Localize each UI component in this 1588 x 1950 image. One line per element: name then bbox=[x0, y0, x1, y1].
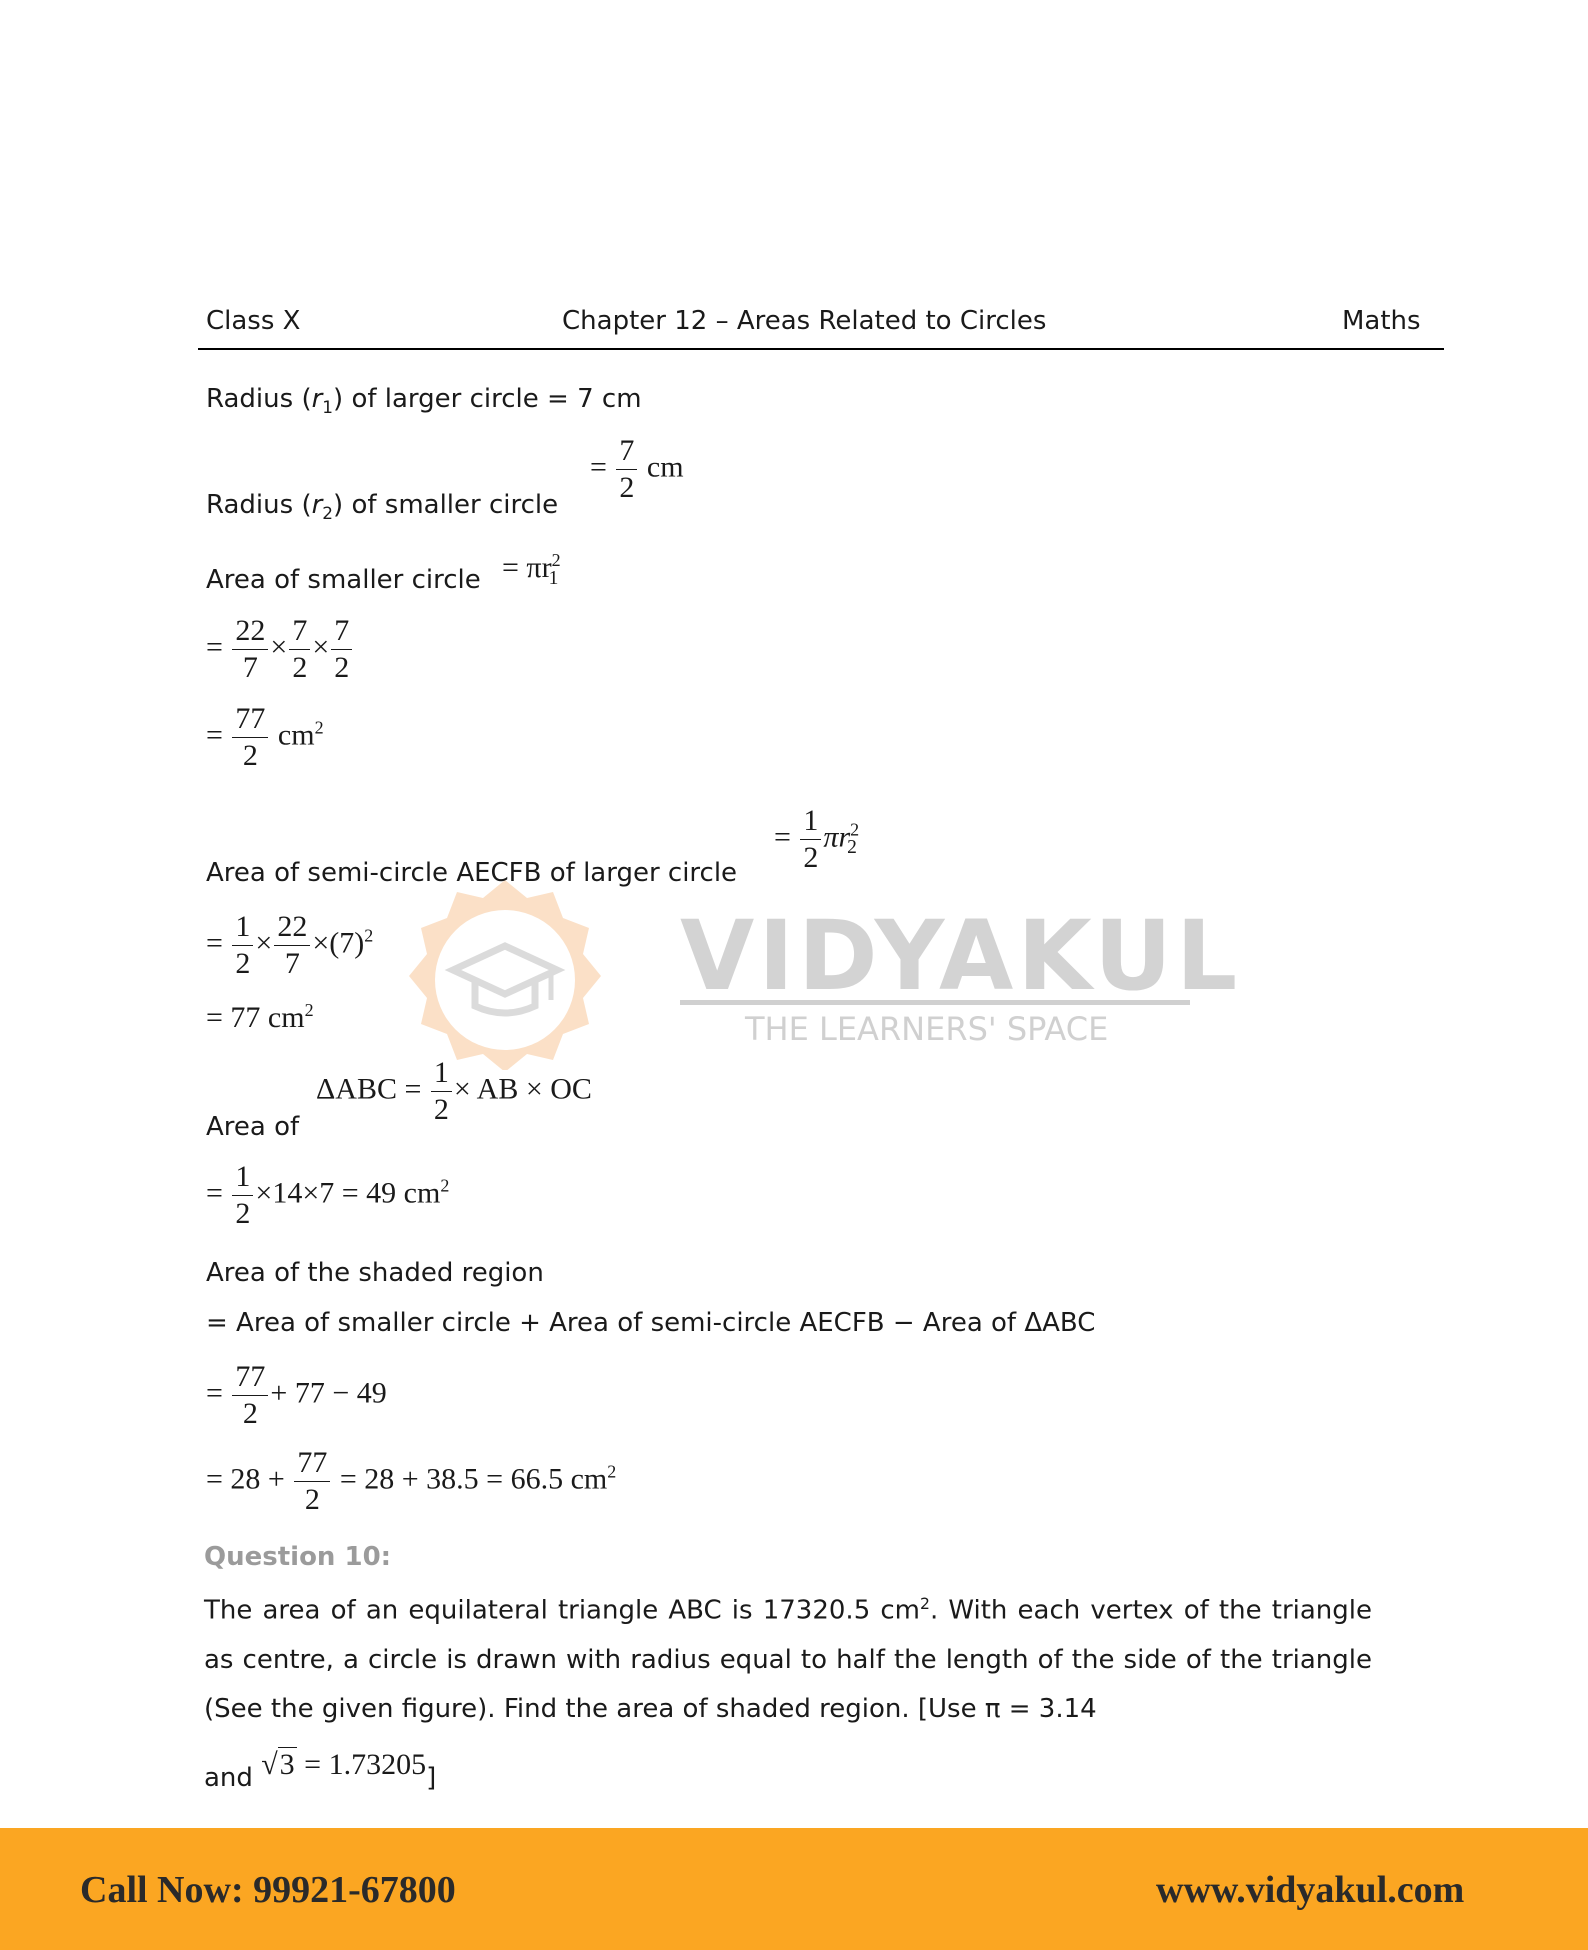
tri-label: Area of bbox=[206, 1112, 300, 1142]
tri-calc: = $\frac{1}{2}$ ×14×7 = 49 $cm^2$ bbox=[206, 1160, 450, 1230]
header-subject: Maths bbox=[1342, 306, 1421, 336]
tri-formula-left: ΔABC = bbox=[316, 1072, 422, 1106]
semi-calc: = $\frac{1}{2}$ × $\frac{22}{7}$ $\times(7)^2$ bbox=[206, 910, 374, 980]
question-title: Question 10: bbox=[204, 1542, 392, 1572]
watermark-rule bbox=[680, 1000, 1190, 1005]
semi-result-text: = 77 cm bbox=[206, 1001, 305, 1034]
shaded-calc2-den: 2 bbox=[304, 1483, 320, 1516]
shaded-calc-2: = 28 + $\frac{77}{2}$ = 28 + 38.5 = 66.5 $cm^2$ bbox=[206, 1446, 617, 1516]
area-small-label: Area of smaller circle bbox=[206, 565, 481, 595]
question-text-part1: The area of an equilateral triangle ABC is 17320.5 cm bbox=[204, 1595, 921, 1626]
area-small-formula: = $\pi r^2_1$ bbox=[502, 550, 561, 589]
tri-calc-num: 1 bbox=[232, 1162, 253, 1196]
radius-r2-value: = $\frac{7}{2}$ cm bbox=[590, 434, 684, 504]
calc1-a-den: 7 bbox=[242, 651, 258, 684]
semi-num: 1 bbox=[800, 806, 821, 840]
radius-r2-label: Radius ( bbox=[206, 490, 312, 520]
header-class: Class X bbox=[206, 306, 301, 336]
radius-r2-var: r bbox=[311, 490, 323, 520]
shaded-calc-1: = $\frac{77}{2}$ + 77 − 49 bbox=[206, 1360, 387, 1430]
sqrt-expression: √3 = 1.73205 bbox=[261, 1748, 427, 1781]
shaded-calc1-num: 77 bbox=[232, 1362, 268, 1396]
semi-calc-den2: 7 bbox=[284, 947, 300, 980]
shaded-calc2-num: 77 bbox=[294, 1448, 330, 1482]
tri-calc-den: 2 bbox=[235, 1197, 251, 1230]
radius-r1-var: r bbox=[311, 384, 323, 414]
area-small-formula-text: = πr bbox=[502, 551, 552, 584]
tri-formula-right: × AB × OC bbox=[453, 1072, 592, 1106]
r2-unit: cm bbox=[646, 450, 684, 484]
question-and-word: and bbox=[204, 1763, 253, 1793]
calc2-unit: cm bbox=[277, 718, 315, 752]
shaded-calc2-pre: = 28 + bbox=[206, 1462, 285, 1496]
radius-r1-line bbox=[206, 384, 642, 417]
calc-small-2: = $\frac{77}{2}$ $cm^2$ bbox=[206, 702, 324, 772]
shaded-calc1-den: 2 bbox=[242, 1397, 258, 1430]
calc2-den: 2 bbox=[242, 739, 258, 772]
calc-small-1: = $\frac{22}{7}$ × $\frac{7}{2}$ × $\frac{7}{2}$ bbox=[206, 616, 354, 683]
radius-r1-label: Radius ( bbox=[206, 384, 312, 414]
calc1-b-num: 7 bbox=[289, 616, 310, 650]
semi-result: = 77 $cm^2$ bbox=[206, 1000, 314, 1034]
semi-formula: = $\frac{1}{2}$ $\pi r^2_2$ bbox=[774, 804, 860, 874]
question-text: The area of an equilateral triangle ABC is 17320.5 $cm^2$. With each vertex of the triangle as centre, a circle is drawn with radius equal to half the length of the side of the triangle (See the given figure). Find the area of shaded region. [Use π = 3.14 bbox=[204, 1595, 1372, 1724]
radius-r2-rest: ) of smaller circle bbox=[333, 490, 559, 520]
question-closing: ] bbox=[426, 1763, 437, 1793]
sqrt-value: 3 bbox=[279, 1748, 295, 1781]
question-and-line bbox=[204, 1748, 437, 1794]
tri-formula bbox=[316, 1058, 592, 1125]
header-chapter: Chapter 12 – Areas Related to Circles bbox=[562, 306, 1047, 336]
calc1-c-num: 7 bbox=[331, 616, 352, 650]
header-rule bbox=[198, 348, 1444, 350]
radius-r2-line bbox=[206, 490, 558, 523]
radius-r2-sub: 2 bbox=[322, 503, 334, 524]
shaded-expr: = Area of smaller circle + Area of semi-circle AECFB − Area of ΔABC bbox=[206, 1308, 1096, 1338]
semi-calc-den1: 2 bbox=[235, 947, 251, 980]
tri-num: 1 bbox=[431, 1058, 452, 1092]
radius-r1-rest: ) of larger circle = 7 cm bbox=[333, 384, 642, 414]
footer-phone: Call Now: 99921-67800 bbox=[80, 1869, 456, 1911]
calc1-c-den: 2 bbox=[334, 651, 350, 684]
radius-r1-sub: 1 bbox=[322, 397, 334, 418]
semi-calc-rest: ×(7) bbox=[312, 926, 365, 960]
tri-calc-rest: ×14×7 = 49 cm bbox=[255, 1176, 441, 1210]
semi-label: Area of semi-circle AECFB of larger circle bbox=[206, 858, 738, 888]
semi-calc-num1: 1 bbox=[232, 912, 253, 946]
tri-den: 2 bbox=[433, 1093, 449, 1126]
semi-calc-num2: 22 bbox=[274, 912, 310, 946]
calc2-num: 77 bbox=[232, 704, 268, 738]
shaded-label: Area of the shaded region bbox=[206, 1258, 544, 1288]
r2-numerator: 7 bbox=[616, 436, 637, 470]
sqrt-result: = 1.73205 bbox=[304, 1748, 427, 1781]
calc1-a-num: 22 bbox=[232, 616, 268, 650]
shaded-calc1-rest: + 77 − 49 bbox=[270, 1376, 387, 1410]
watermark-brand: VIDYAKUL bbox=[680, 900, 1242, 1012]
r2-denominator: 2 bbox=[619, 471, 635, 504]
question-text-part2: . With each vertex of the triangle as centre, a circle is drawn with radius equal to half the length of the side of the triangle (See the given figure). Find the area of shaded region. [Use π = 3.14 bbox=[204, 1595, 1372, 1724]
shaded-calc2-rest: = 28 + 38.5 = 66.5 cm bbox=[339, 1462, 608, 1496]
watermark-tagline: THE LEARNERS' SPACE bbox=[745, 1010, 1109, 1048]
calc1-b-den: 2 bbox=[292, 651, 308, 684]
semi-den: 2 bbox=[803, 841, 819, 874]
footer-website[interactable]: www.vidyakul.com bbox=[1156, 1869, 1465, 1911]
